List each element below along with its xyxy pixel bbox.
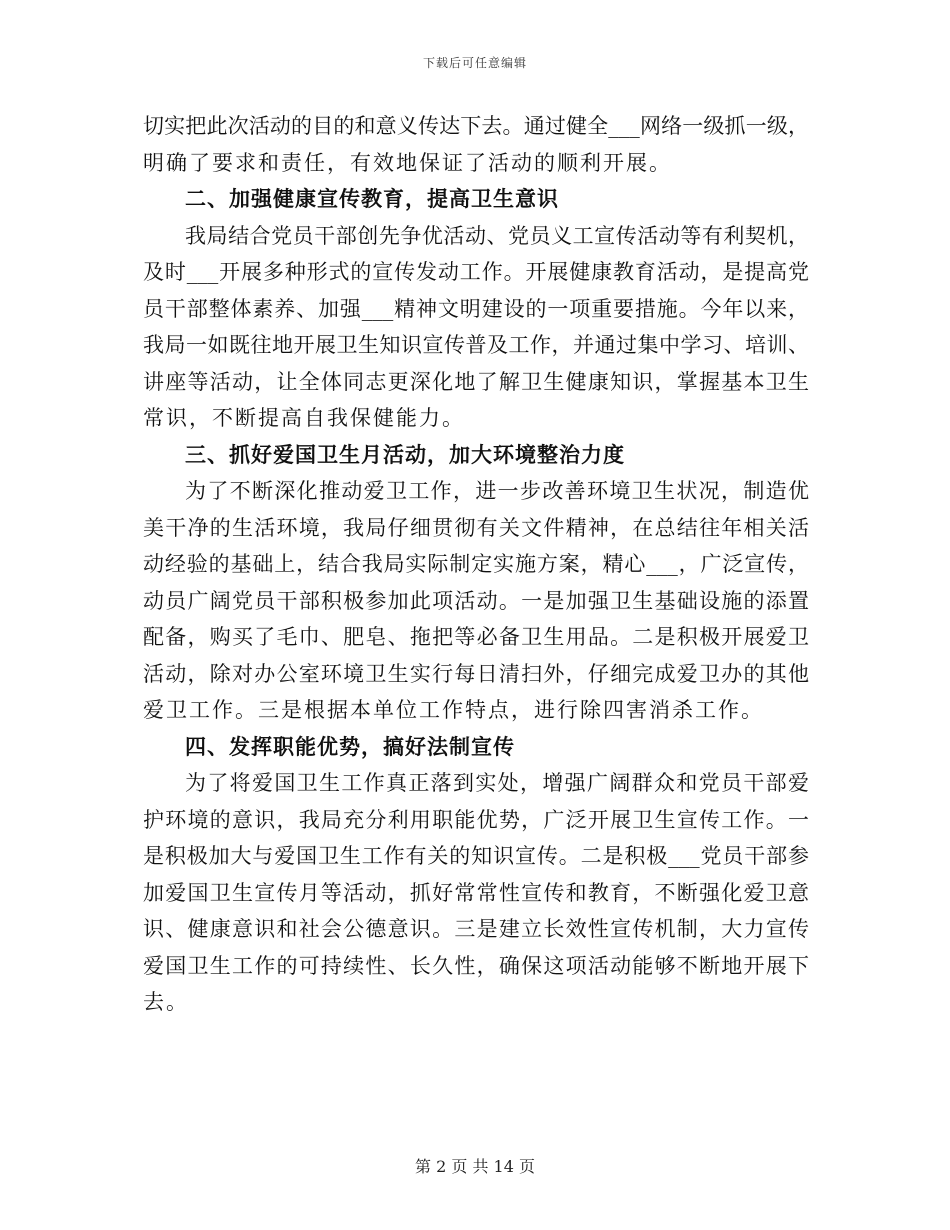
section-heading: 四、发挥职能优势，搞好法制宣传 xyxy=(185,733,515,759)
body-line: 识、健康意识和社会公德意识。三是建立长效性宣传机制，大力宣传 xyxy=(143,917,809,941)
body-line: 为了将爱国卫生工作真正落到实处，增强广阔群众和党员干部爱 xyxy=(185,771,809,795)
body-line: 是积极加大与爱国卫生工作有关的知识宣传。二是积极___党员干部参 xyxy=(143,844,809,868)
body-line: 动员广阔党员干部积极参加此项活动。一是加强卫生基础设施的添置 xyxy=(143,588,809,613)
section-heading: 三、抓好爱国卫生月活动，加大环境整治力度 xyxy=(185,441,625,467)
body-line: 配备，购买了毛巾、肥皂、拖把等必备卫生用品。二是积极开展爱卫 xyxy=(143,625,809,649)
page-number-footer: 第 2 页 共 14 页 xyxy=(415,1157,535,1176)
body-line: 动经验的基础上，结合我局实际制定实施方案，精心___，广泛宣传， xyxy=(143,552,809,576)
body-line: 员干部整体素养、加强___精神文明建设的一项重要措施。今年以来， xyxy=(143,296,809,321)
body-line: 我局一如既往地开展卫生知识宣传普及工作，并通过集中学习、培训、 xyxy=(143,333,809,357)
body-line: 我局结合党员干部创先争优活动、党员义工宣传活动等有利契机， xyxy=(185,223,809,248)
body-line: 常识，不断提高自我保健能力。 xyxy=(143,406,465,430)
body-line: 护环境的意识，我局充分利用职能优势，广泛开展卫生宣传工作。一 xyxy=(143,807,809,832)
body-line: 加爱国卫生宣传月等活动，抓好常常性宣传和教育，不断强化爱卫意 xyxy=(143,880,809,905)
body-line: 为了不断深化推动爱卫工作，进一步改善环境卫生状况，制造优 xyxy=(185,479,809,503)
page-header-note: 下载后可任意编辑 xyxy=(422,56,527,70)
body-line: 美干净的生活环境，我局仔细贯彻有关文件精神，在总结往年相关活 xyxy=(143,515,809,540)
body-line: 活动，除对办公室环境卫生实行每日清扫外，仔细完成爱卫办的其他 xyxy=(143,661,809,686)
body-line: 明确了要求和责任，有效地保证了活动的顺利开展。 xyxy=(143,150,672,175)
body-line: 切实把此次活动的目的和意义传达下去。通过健全___网络一级抓一级， xyxy=(143,114,809,138)
body-line: 及时___开展多种形式的宣传发动工作。开展健康教育活动，是提高党 xyxy=(143,260,809,284)
document-body xyxy=(143,108,809,1021)
section-heading: 二、加强健康宣传教育，提高卫生意识 xyxy=(185,186,559,211)
body-line: 爱卫工作。三是根据本单位工作特点，进行除四害消杀工作。 xyxy=(143,698,764,722)
body-line: 讲座等活动，让全体同志更深化地了解卫生健康知识，掌握基本卫生 xyxy=(143,369,809,394)
body-line: 去。 xyxy=(143,990,189,1014)
body-line: 爱国卫生工作的可持续性、长久性，确保这项活动能够不断地开展下 xyxy=(143,953,809,978)
